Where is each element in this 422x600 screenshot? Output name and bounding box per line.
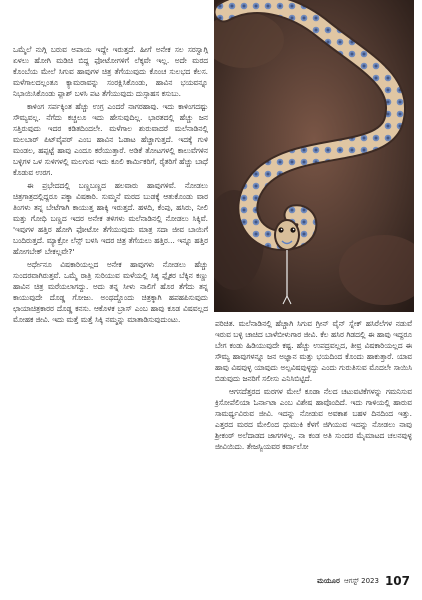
paragraph: ಈ ಪ್ರಭೇದದಲ್ಲಿ ಬಣ್ಣಬಣ್ಣದ ಹಲವಾರು ಹಾವುಗಳಿವೆ. ನೋಡಲು ಚಿತ್ರಗಾತ್ರದಲ್ಲಿದ್ದರೂ ಪಕ್ಕಾ ವಿಷಕಾರಿ. ಸುಮ್ಮನೆ ಮರದ ಬುಡಕ್ಕೆ ಆತುಕೊಂಡು ವಾರ ತಿಂಗಳು ತನ್ನ ಬೇಟೆಗಾಗಿ ಕಾಯುತ್ತ ಹಾಕ್ಕಿ ಇರುತ್ತದೆ. ಹಳದಿ, ಕೆಂಪು, ಹಸಿರು, ನೀಲಿ ಮತ್ತು ಗೋಧಿ ಬಣ್ಣದ ಇದರ ಅನೇಕ ತಳಿಗಳು ಮಲೆನಾಡಿನಲ್ಲಿ ನೋಡಲು ಸಿಕ್ಕಿವೆ. 'ಇವುಗಳ ಹತ್ತಿರ ಹೋಗಿ ಫೋಟೋ ತೆಗೆಯುವುದು ಮಾತ್ರ ಸದಾ ಜೀವ ಬಾಯಿಗೆ ಬಂದಿರುತ್ತದೆ. ಮ್ಯಾಕ್ರೋ ಲೆನ್ಸ್ ಬಳಸಿ ಇದರ ಚಿತ್ರ ತೆಗೆಯಲು ಹತ್ತಿರ... ಇನ್ನೂ ಹತ್ತಿರ ಹೋಗಬೇಕ್ ಬೇಕಲ್ಲವೇ?' [13, 181, 208, 256]
paragraph: ಅರ್ಧೇನೂ ವಿಷಕಾರಿಯಲ್ಲದ ಅನೇಕ ಹಾವುಗಳು ನೋಡಲು ಹೆಚ್ಚು ಸುಂದರವಾಗಿರುತ್ತವೆ. ಒಮ್ಮೆ ರಾತ್ರಿ ಸುರಿಯುವ ಮಳೆಯಲ್ಲಿ ಸಿಕ್ಕ ಪ್ಲೈಕರ ಬೆಕ್ಕಿನ ಕಣ್ಣು ಹಾವಿನ ಚಿತ್ರ ಮರೆಯಲಾಗದ್ದು. ಅದು ತನ್ನ ಸೀಳು ನಾಲಿಗೆ ಹೊರ ತೆಗೆದು ತನ್ನ ಕಾಯುವುದೇ ದೊಡ್ಡ ಗೋಜು. ಅಂಥದ್ದೊಂದು ಚಿತ್ರಕ್ಕಾಗಿ ಹಪಹಪಿಸುವುದು ಛಾಯಾಚಿತ್ರಕಾರರ ದೊಡ್ಡ ಕನಸು. ಆಕೊಳಕ ಬ್ರಾಸ್ ಎಂಬ ಹಾವು ಕೂಡ ವಿಷವಲ್ಲದ ಮೋಹಕ ಜೀವಿ. ಇದು ಮತ್ತೆ ಮತ್ತೆ ಸಿಕ್ಕಿ ನಮ್ಮನ್ನು ಮಾತಾಡಿಸುವುದುಂಟು. [13, 260, 208, 324]
paragraph: ಪರಿಚಿತ. ಮಲೆನಾಡಿನಲ್ಲಿ ಹೆಚ್ಚಾಗಿ ಸಿಗುವ ಗ್ರೀನ್ ವೈನ್ ಸ್ನೇಕ್ ಹಸಿರೆಲೆಗಳ ನಡುವೆ ಇರುವ ಬಳ್ಳಿ ಚಾಚಿದ ಬಾಳೆಬೀಳುಗಾರ ಜೀವಿ. ಕೆಲ ಹಸಿರ ಗಿಡದಲ್ಲಿ ಈ ಹಾವು ಇದ್ದರೂ ಬೇಗ ಕಂಡು ಹಿಡಿಯುವುದೇ ಕಷ್ಟ. ಹೆಚ್ಚು ಉಪದ್ರವಲ್ಲದ, ತೀವ್ರ ವಿಷಕಾರಿಯಲ್ಲದ ಈ ಸೌಮ್ಯ ಹಾವುಗಳನ್ನೂ ಜನ ಅಜ್ಞಾನ ಮತ್ತು ಭಯದಿಂದ ಕೊಂದು ಹಾಕುತ್ತಾರೆ. ಯಾವ ಹಾವು ವಿಷವುಳ್ಳ ಯಾವುದು ಅಲ್ಪವಿಷವುಳ್ಳದ್ದು ಎಂದು ಗುರುತಿಸುವ ಮೊದಲೇ ಸಾಯಿಸಿ ಬಿಡುವುದು ಜನರಿಗೆ ಸಲೀಸು ಎನಿಸಿಬಿಟ್ಟಿದೆ. [215, 319, 412, 383]
magazine-name: ಮಯೂರ [317, 576, 340, 585]
page-footer [317, 573, 410, 589]
page-number: 107 [384, 574, 410, 588]
snake-photo [214, 0, 414, 312]
issue-date: ಆಗಸ್ಟ್ 2023 [344, 576, 379, 585]
paragraph: ಆಗಸದೆತ್ತರದ ಮರಗಳ ಮೇಲೆ ಕೂಡಾ ನೆಲದ ಚಟುವಟಿಕೆಗಳನ್ನು ಗಮನಿಸುವ ಕ್ರಿಸೋಪೆಲಿಯಾ ಓರ್ನಾಟಾ ಎಂಬ ವಿಶೇಷ ಹಾವೊಂದಿದೆ. ಇದು ಗಾಳಿಯಲ್ಲಿ ಹಾರುವ ಸಾಮರ್ಥ್ಯವಿರುವ ಜೀವಿ. ಇದನ್ನು ನೋಡುವ ಅವಕಾಶ ಬಹಳ ದಿನದಿಂದ ಇತ್ತು. ಎತ್ತರದ ಮರದ ಮೇಲಿಂದ ಧುಮುಕಿ ಕೆಳಗೆ ಜಿಗಿಯುವ ಇದನ್ನು ನೋಡಲು ನಾವು ಶ್ರೀಕಂಠ್ ಅಲೆದಾಡದ ಜಾಗಗಳಿಲ್ಲ. ನಾ ಕಂಡ ಅತಿ ಸುಂದರ ಮೈಮಾಟದ ಚಲನವುಳ್ಳ ಜೀವಿಯಿದು. ತೇಜಸ್ವಿಯವರ ಕರ್ವಾಲೋ [215, 387, 412, 451]
paragraph: ಒಮ್ಮೆಲೆ ನುಗ್ಗಿ ಬರುವ ಅಪಾಯ ಇದ್ದೇ ಇರುತ್ತದೆ. ಹೀಗೆ ಅನೇಕ ಸಲ ಸರಸ್ವಾಗ್ಗಿ ಏಳಲು ಹೋಗಿ ಮಡಿಚಿ ಬಿದ್ದ ಫೋಟೋಗಳಿಗೆ ಲೆಕ್ಕವೇ ಇಲ್ಲ. ಅದೇ ಮರದ ಕೊಂಬೆಯ ಮೇಲೆ ಸಿಗುವ ಹಾವುಗಳ ಚಿತ್ರ ತೆಗೆಯುವುದು ಕೊಂಚ ಸುಲಭದ ಕೆಲಸ. ಮಳೆಗಾಲದಲ್ಲಂತೂ ಕ್ಯಾಮರಾವನ್ನು ಸಂರಕ್ಷಿಸಿಕೊಂಡು, ಹಾವಿನ ಭಯವನ್ನೂ ನಿಭಾಯಿಸಿಕೊಂಡು ಫ್ಲಾಶ್ ಬಳಸಿ ಪಟ ತೆಗೆಯುವುದು ದುಸ್ಸಾಹಸ ಕಸುಬು. [13, 45, 208, 98]
article-right-column [215, 318, 412, 454]
article-left-column [13, 44, 208, 327]
paragraph: ಕಾಳಿಂಗ ಸರ್ಪಕ್ಕಿಂತ ಹೆಚ್ಚು ಉಗ್ರ ಎಂದರೆ ನಾಗರಹಾವು. ಇದು ಕಾಳಿಂಗದಷ್ಟು ಸೌಮ್ಯವಲ್ಲ. ನೆಗೆದು ಕಚ್ಚಲೂ ಇದು ಹೇಸುವುದಿಲ್ಲ. ಭಾರತದಲ್ಲಿ ಹೆಚ್ಚು ಜನ ಸತ್ತಿರುವುದು ಇದರ ಕಡಿತದಿಂದಲೇ. ಮಳೆಗಾಲ ಶುರುವಾದರೆ ಮಲೆನಾಡಿನಲ್ಲಿ ಮಲಬಾರ್ ಪಿಟ್‌ವೈಪರ್ ಎಂಬ ಹಾವಿನ ಓಡಾಟ ಹೆಚ್ಚಾಗುತ್ತದೆ. ಇದಕ್ಕೆ ಗುಳಿ ಮಂಡಲ, ಹಪ್ಪಟ್ಟೆ ಹಾವು ಎಂದೂ ಕರೆಯುತ್ತಾರೆ. ಅಡಿಕೆ ತೋಟಗಳಲ್ಲಿ ಕಾಲುವೆಗಳಿನ ಬಳ್ಳಿಗಳ ಒಳ ಸುಳಿಗಳಲ್ಲಿ ಮಲಗುವ ಇದು ಕೂಲಿ ಕಾರ್ಮಿಕರಿಗೆ, ರೈತರಿಗೆ ಹೆಚ್ಚು ಬಾಧೆ ಕೊಡುವ ಉರಗ. [13, 102, 208, 177]
snake-illustration [214, 0, 414, 312]
snake-head [274, 219, 300, 251]
